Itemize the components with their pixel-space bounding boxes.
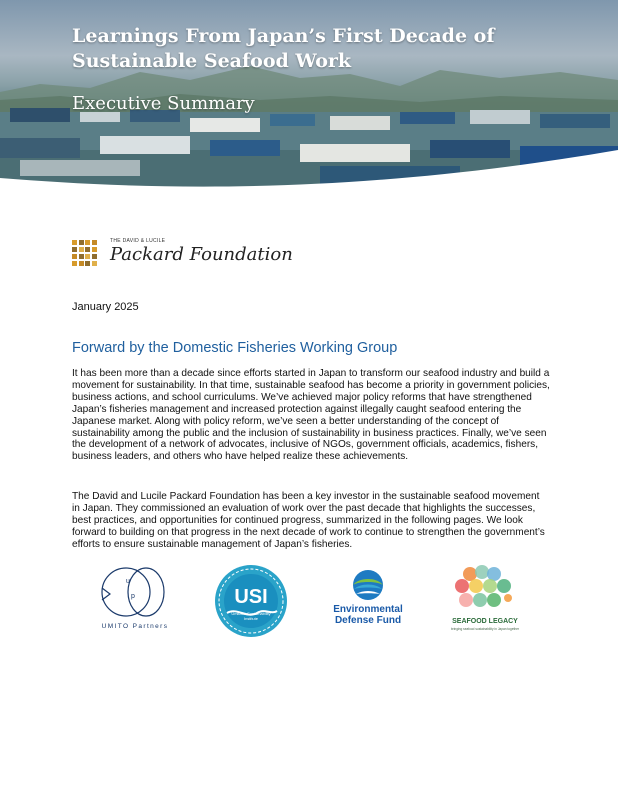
umito-fish-icon <box>95 566 175 622</box>
edf-caption: Environmental Defense Fund <box>333 604 403 626</box>
hero-banner <box>0 0 618 200</box>
svg-text:u: u <box>126 578 130 585</box>
umito-partners-logo <box>95 566 175 636</box>
paragraph-2: The David and Lucile Packard Foundation has been a key investor in the sustainable seafood movement in Japan. They commissioned an evaluation of work over the past decade that highlights the successes, best practices, and opportunities for continued progress, summarized in the following pages. We look forward to building on that progress in the next decade of work to continue to strengthen the government’s efforts to ensure sustainable management of Japan’s fisheries. <box>72 491 545 550</box>
seafood-legacy-caption: SEAFOOD LEGACY <box>452 618 518 625</box>
usi-logo <box>213 563 289 639</box>
umito-caption: UMITO Partners <box>101 623 169 630</box>
seafood-legacy-logo <box>446 564 524 636</box>
packard-grid-icon <box>72 240 98 266</box>
document-subtitle: Executive Summary <box>72 93 255 114</box>
document-title: Learnings From Japan’s First Decade of Sustainable Seafood Work <box>72 25 495 72</box>
svg-text:p: p <box>131 593 135 600</box>
usi-mark: USI <box>234 586 268 608</box>
edf-globe-icon <box>325 568 411 604</box>
logo-name: Packard Foundation <box>110 244 293 265</box>
usi-caption: Umitaku Sustainability Institute <box>231 611 271 621</box>
seafood-legacy-tagline: bringing seafood sustainability in Japan together <box>450 627 520 631</box>
seafood-legacy-circles-icon <box>446 564 524 618</box>
publication-date: January 2025 <box>72 301 139 313</box>
paragraph-1: It has been more than a decade since efforts started in Japan to transform our seafood industry and build a movement for sustainability. In that time, sustainable seafood has become a priority in government policies, business actions, and school curriculums. We’ve achieved major policy reforms that have strengthened Japan’s fisheries management and increased protection against illegally caught seafood entering the Japanese market. Along with policy reform, we’ve seen a better understanding of the concept of sustainability among the public and the inclusion of sustainability in business practices. Finally, we’ve seen the development of a network of advocates, inclusive of NGOs, government officials, academics, fishers, business leaders, and others who have helped realize these achievements. <box>72 368 550 463</box>
packard-foundation-logo <box>72 238 293 266</box>
usi-badge-icon <box>213 563 289 639</box>
edf-logo <box>325 568 411 630</box>
section-heading: Forward by the Domestic Fisheries Working Group <box>72 340 398 356</box>
logo-small-text: THE DAVID & LUCILE <box>110 238 166 244</box>
